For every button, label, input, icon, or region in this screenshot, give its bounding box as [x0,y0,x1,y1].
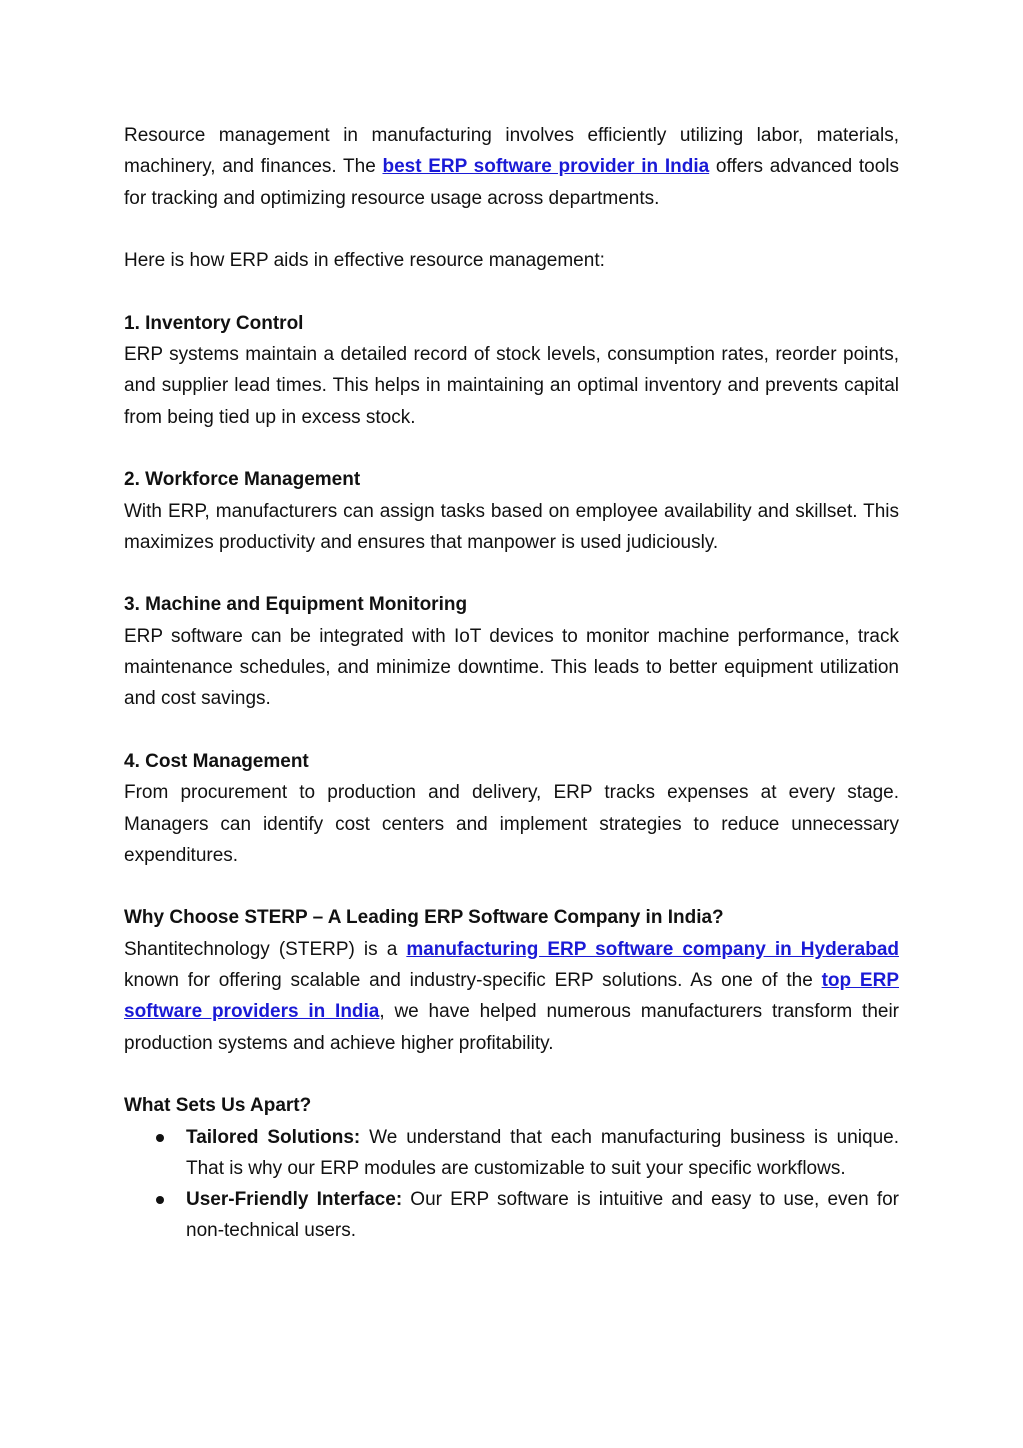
list-item-text: We understand that each manufacturing business is unique. That is why our ERP modules are customizable to suit your specific workflows. [186,1126,899,1179]
section-heading-machine: 3. Machine and Equipment Monitoring [124,594,468,616]
why-heading: Why Choose STERP – A Leading ERP Software Company in India? [124,907,724,929]
list-item-text: Our ERP software is intuitive and easy to use, even for non-technical users. [186,1189,899,1242]
section-body-cost: From procurement to production and delivery, ERP tracks expenses at every stage. Managers can identify cost centers and implement strategies to reduce unnecessary expenditures. [124,782,899,866]
section-body-workforce: With ERP, manufacturers can assign tasks based on employee availability and skillset. This maximizes productivity and ensures that manpower is used judiciously. [124,500,899,553]
why-text-1: Shantitechnology (STERP) is a [124,938,407,960]
section-heading-workforce: 2. Workforce Management [124,469,361,491]
section-body-machine: ERP software can be integrated with IoT devices to monitor machine performance, track maintenance schedules, and minimize downtime. This leads to better equipment utilization and cost savings. [124,625,899,710]
bullet-icon [156,1196,164,1204]
best-erp-provider-link[interactable]: best ERP software provider in India [382,156,710,178]
list-item [124,1122,899,1185]
apart-list [124,1122,899,1247]
why-paragraph [124,934,899,1059]
section-body-inventory: ERP systems maintain a detailed record of stock levels, consumption rates, reorder points, and supplier lead times. This helps in maintaining an optimal inventory and prevents capital from being tied up in excess stock. [124,344,899,428]
list-item [124,1184,899,1247]
list-item-title: Tailored Solutions: [186,1126,361,1148]
section-heading-cost: 4. Cost Management [124,750,309,772]
intro-paragraph [124,120,899,214]
top-erp-providers-link[interactable]: top ERP software providers in India [124,970,899,1023]
document-page [124,120,899,1247]
why-text-3: , we have helped numerous manufacturers transform their production systems and achieve higher profitability. [124,1001,899,1054]
list-item-title: User-Friendly Interface: [186,1189,403,1211]
intro-text-after: offers advanced tools for tracking and optimizing resource usage across departments. [124,156,899,209]
why-text-2: known for offering scalable and industry-specific ERP solutions. As one of the [124,970,822,992]
intro-text-before: Resource management in manufacturing involves efficiently utilizing labor, materials, machinery, and finances. The [124,125,899,178]
bullet-icon [156,1134,164,1142]
lead-paragraph: Here is how ERP aids in effective resource management: [124,250,605,272]
section-heading-inventory: 1. Inventory Control [124,312,304,334]
manufacturing-erp-hyderabad-link[interactable]: manufacturing ERP software company in Hyderabad [406,938,899,960]
apart-heading: What Sets Us Apart? [124,1095,312,1117]
